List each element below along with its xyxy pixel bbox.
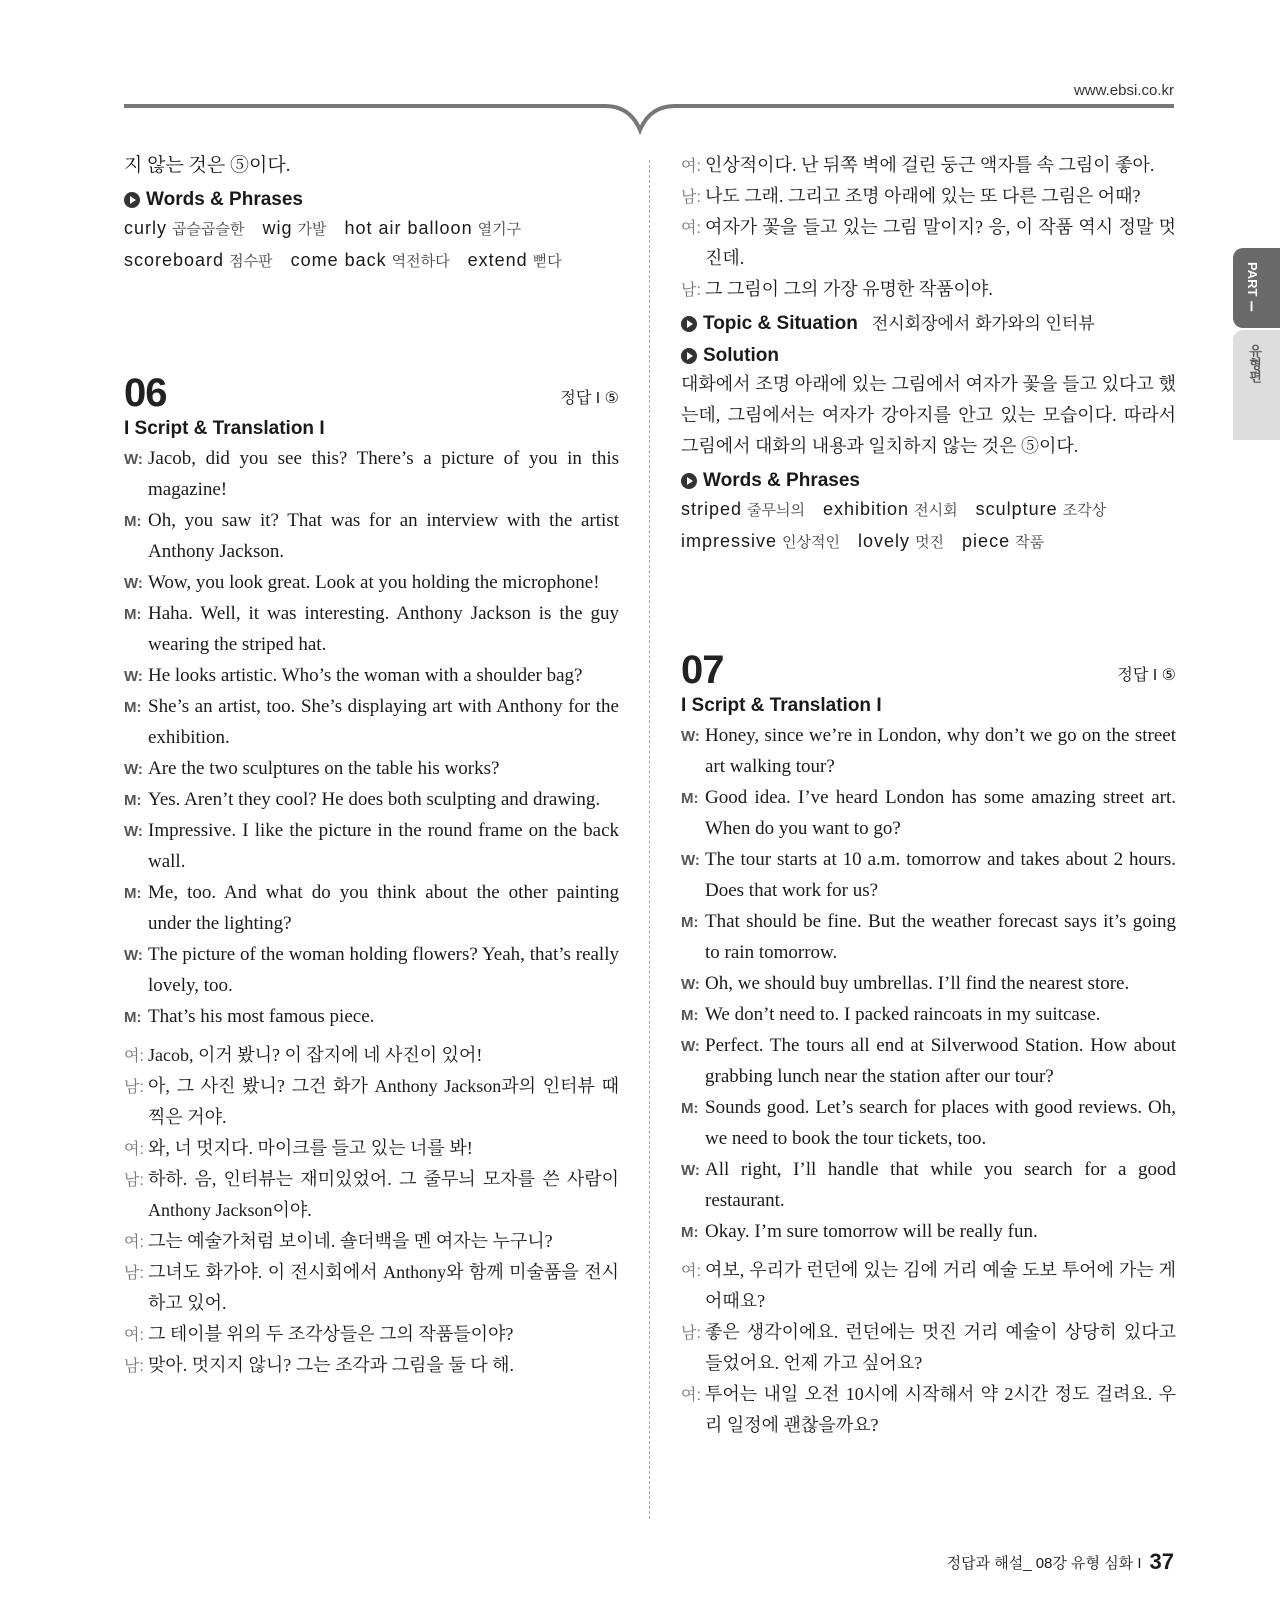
translation: [124, 1040, 619, 1381]
word-ko: 줄무늬의: [747, 502, 806, 519]
dialogue-line: [124, 443, 619, 505]
line-text: The picture of the woman holding flowers? Yeah, that’s really lovely, too.: [148, 944, 619, 996]
word-ko: 점수판: [229, 253, 273, 270]
line-text: 나도 그래. 그리고 조명 아래에 있는 또 다른 그림은 어때?: [705, 186, 1141, 206]
dialogue-line: [124, 1350, 619, 1381]
speaker-label: M:: [124, 792, 142, 809]
dialogue-line: [124, 1164, 619, 1226]
script-heading: I Script & Translation I: [124, 418, 325, 439]
line-text: Jacob, 이거 봤니? 이 잡지에 네 사진이 있어!: [148, 1045, 483, 1065]
word-en: striped: [681, 499, 743, 519]
speaker-label: M:: [124, 885, 142, 902]
words-heading: [681, 468, 1176, 494]
line-text: The tour starts at 10 a.m. tomorrow and takes about 2 hours. Does that work for us?: [705, 849, 1176, 901]
word-ko: 역전하다: [391, 253, 450, 270]
line-text: 하하. 음, 인터뷰는 재미있었어. 그 줄무늬 모자를 쓴 사람이 Anthony Jackson이야.: [148, 1169, 619, 1220]
word-en: impressive: [681, 531, 778, 551]
speaker-label: 여:: [124, 1048, 144, 1065]
dialogue-line: [124, 598, 619, 660]
word-en: curly: [124, 218, 168, 238]
speaker-label: W:: [681, 852, 700, 869]
word-ko: 열기구: [477, 221, 522, 238]
play-bullet-icon: [681, 348, 697, 364]
speaker-label: W:: [681, 1038, 700, 1055]
dialogue-line: [124, 753, 619, 784]
word-en: piece: [962, 531, 1011, 551]
word-ko: 인상적인: [782, 534, 841, 551]
dialogue-line: [124, 1319, 619, 1350]
speaker-label: 남:: [124, 1265, 144, 1282]
play-bullet-icon: [681, 473, 697, 489]
right-column: [681, 150, 1176, 1519]
speaker-label: W:: [681, 728, 700, 745]
word-en: sculpture: [975, 499, 1058, 519]
dialogue: [681, 720, 1176, 1247]
heading-text: Words & Phrases: [703, 470, 860, 491]
header-rule: [0, 100, 1280, 140]
dialogue-line: [124, 567, 619, 598]
dialogue-line: [681, 181, 1176, 212]
topic-heading: [681, 311, 1176, 337]
question-number: 07: [681, 648, 724, 692]
line-text: Haha. Well, it was interesting. Anthony Jackson is the guy wearing the striped hat.: [148, 603, 619, 655]
dialogue-line: [124, 660, 619, 691]
word-en: hot air balloon: [344, 218, 473, 238]
heading-text: Topic & Situation: [703, 313, 858, 334]
words-row: [124, 245, 619, 277]
word-en: extend: [467, 250, 528, 270]
word-ko: 뻗다: [532, 253, 562, 270]
word-ko: 조각상: [1062, 502, 1107, 519]
line-text: 와, 너 멋지다. 마이크를 들고 있는 너를 봐!: [148, 1138, 473, 1158]
dialogue-line: [681, 999, 1176, 1030]
speaker-label: M:: [124, 699, 142, 716]
dialogue-line: [124, 691, 619, 753]
dialogue-line: [681, 1255, 1176, 1317]
line-text: Wow, you look great. Look at you holding the microphone!: [148, 572, 600, 593]
speaker-label: 여:: [681, 158, 701, 175]
speaker-label: 남:: [681, 189, 701, 206]
words-row: [124, 213, 619, 245]
line-text: Good idea. I’ve heard London has some amazing street art. When do you want to go?: [705, 787, 1176, 839]
play-bullet-icon: [124, 192, 140, 208]
content-columns: [0, 150, 1280, 1519]
speaker-label: M:: [681, 914, 699, 931]
speaker-label: 여:: [681, 220, 701, 237]
dialogue-line: [124, 1133, 619, 1164]
dialogue-line: [124, 1071, 619, 1133]
dialogue-line: [681, 1092, 1176, 1154]
speaker-label: 남:: [124, 1079, 144, 1096]
word-ko: 멋진: [915, 534, 945, 551]
left-column: [124, 150, 619, 1519]
dialogue-line: [681, 1317, 1176, 1379]
solution-text: 대화에서 조명 아래에 있는 그림에서 여자가 꽃을 들고 있다고 했는데, 그림에서는 여자가 강아지를 안고 있는 모습이다. 따라서 그림에서 대화의 내용과 일치하지 않는 것은 ⑤이다.: [681, 374, 1176, 456]
word-en: wig: [262, 218, 293, 238]
speaker-label: W:: [124, 947, 143, 964]
line-text: 그 그림이 그의 가장 유명한 작품이야.: [705, 279, 993, 299]
words-list: [124, 213, 619, 277]
words-list: [681, 494, 1176, 558]
line-text: That’s his most famous piece.: [148, 1006, 375, 1027]
speaker-label: M:: [124, 513, 142, 530]
line-text: Sounds good. Let’s search for places with good reviews. Oh, we need to book the tour tickets, too.: [705, 1097, 1176, 1149]
line-text: He looks artistic. Who’s the woman with a shoulder bag?: [148, 665, 583, 686]
speaker-label: 여:: [124, 1234, 144, 1251]
speaker-label: 남:: [681, 282, 701, 299]
line-text: 인상적이다. 난 뒤쪽 벽에 걸린 둥근 액자틀 속 그림이 좋아.: [705, 155, 1155, 175]
dialogue-line: [124, 877, 619, 939]
line-text: Yes. Aren’t they cool? He does both sculpting and drawing.: [148, 789, 601, 810]
dialogue-line: [124, 1001, 619, 1032]
words-heading: [124, 187, 619, 213]
word-en: scoreboard: [124, 250, 225, 270]
line-text: 좋은 생각이에요. 런던에는 멋진 거리 예술이 상당히 있다고 들었어요. 언제 가고 싶어요?: [705, 1322, 1176, 1373]
word-ko: 가발: [297, 221, 327, 238]
answer-label: 정답 I ⑤: [1117, 667, 1176, 684]
line-text: 여보, 우리가 런던에 있는 김에 거리 예술 도보 투어에 가는 게 어때요?: [705, 1260, 1176, 1311]
speaker-label: 여:: [681, 1387, 701, 1404]
dialogue-line: [681, 844, 1176, 906]
speaker-label: 여:: [124, 1141, 144, 1158]
speaker-label: 여:: [681, 1263, 701, 1280]
dialogue-line: [124, 939, 619, 1001]
side-tab-label: PART Ⅰ: [1245, 262, 1260, 316]
word-ko: 전시회: [914, 502, 958, 519]
dialogue-line: [124, 815, 619, 877]
line-text: 맞아. 멋지지 않니? 그는 조각과 그림을 둘 다 해.: [148, 1355, 514, 1375]
line-text: Perfect. The tours all end at Silverwood Station. How about grabbing lunch near the station after our tour?: [705, 1035, 1176, 1087]
topic-text: 전시회장에서 화가와의 인터뷰: [871, 314, 1095, 333]
line-text: Jacob, did you see this? There’s a picture of you in this magazine!: [148, 448, 619, 500]
speaker-label: M:: [681, 1100, 699, 1117]
line-text: 여자가 꽃을 들고 있는 그림 말이지? 응, 이 작품 역시 정말 멋진데.: [705, 217, 1176, 268]
speaker-label: W:: [124, 668, 143, 685]
dialogue: [124, 443, 619, 1032]
word-en: exhibition: [823, 499, 910, 519]
line-text: All right, I’ll handle that while you search for a good restaurant.: [705, 1159, 1176, 1211]
word-ko: 작품: [1015, 534, 1045, 551]
dialogue-line: [681, 782, 1176, 844]
line-text: 그녀도 화가야. 이 전시회에서 Anthony와 함께 미술품을 전시하고 있어.: [148, 1262, 619, 1313]
line-text: Me, too. And what do you think about the other painting under the lighting?: [148, 882, 619, 934]
line-text: Honey, since we’re in London, why don’t we go on the street art walking tour?: [705, 725, 1176, 777]
heading-text: Solution: [703, 345, 779, 366]
speaker-label: W:: [124, 823, 143, 840]
dialogue-line: [124, 505, 619, 567]
carry-line: 지 않는 것은 ⑤이다.: [124, 155, 291, 176]
solution-heading: [681, 343, 1176, 369]
dialogue-line: [681, 150, 1176, 181]
dialogue-line: [681, 212, 1176, 274]
line-text: 투어는 내일 오전 10시에 시작해서 약 2시간 정도 걸려요. 우리 일정에 괜찮을까요?: [705, 1384, 1176, 1435]
dialogue-line: [681, 1154, 1176, 1216]
dialogue-line: [681, 1030, 1176, 1092]
speaker-label: 남:: [681, 1325, 701, 1342]
speaker-label: M:: [681, 790, 699, 807]
translation-cont: [681, 150, 1176, 305]
side-tab-label: 유형편: [1247, 344, 1262, 383]
speaker-label: W:: [681, 1162, 700, 1179]
answer-label: 정답 I ⑤: [560, 390, 619, 407]
word-en: lovely: [858, 531, 911, 551]
speaker-label: M:: [681, 1224, 699, 1241]
words-row: [681, 494, 1176, 526]
question-07: [681, 650, 1176, 1441]
footer-text: 정답과 해설_ 08강 유형 심화 I: [946, 1554, 1142, 1572]
line-text: Impressive. I like the picture in the round frame on the back wall.: [148, 820, 619, 872]
speaker-label: 남:: [124, 1358, 144, 1375]
site-url[interactable]: www.ebsi.co.kr: [1073, 82, 1174, 99]
dialogue-line: [681, 720, 1176, 782]
line-text: 그 테이블 위의 두 조각상들은 그의 작품들이야?: [148, 1324, 514, 1344]
speaker-label: M:: [124, 606, 142, 623]
dialogue-line: [124, 1226, 619, 1257]
speaker-label: M:: [124, 1009, 142, 1026]
line-text: Oh, you saw it? That was for an interview with the artist Anthony Jackson.: [148, 510, 619, 562]
dialogue-line: [681, 968, 1176, 999]
speaker-label: 여:: [124, 1327, 144, 1344]
speaker-label: M:: [681, 1007, 699, 1024]
page-header: [0, 0, 1280, 150]
dialogue-line: [681, 274, 1176, 305]
speaker-label: W:: [124, 575, 143, 592]
dialogue-line: [681, 1379, 1176, 1441]
line-text: She’s an artist, too. She’s displaying art with Anthony for the exhibition.: [148, 696, 619, 748]
script-heading: I Script & Translation I: [681, 695, 882, 716]
line-text: Oh, we should buy umbrellas. I’ll find the nearest store.: [705, 973, 1130, 994]
translation: [681, 1255, 1176, 1441]
speaker-label: 남:: [124, 1172, 144, 1189]
line-text: Okay. I’m sure tomorrow will be really fun.: [705, 1221, 1038, 1242]
words-row: [681, 526, 1176, 558]
page-footer: [0, 1519, 1280, 1615]
dialogue-line: [124, 1257, 619, 1319]
play-bullet-icon: [681, 316, 697, 332]
heading-text: Words & Phrases: [146, 189, 303, 210]
page-number: 37: [1149, 1549, 1174, 1574]
dialogue-line: [124, 784, 619, 815]
column-divider: [649, 160, 650, 1519]
dialogue-line: [681, 906, 1176, 968]
line-text: 그는 예술가처럼 보이네. 숄더백을 멘 여자는 누구니?: [148, 1231, 553, 1251]
dialogue-line: [124, 1040, 619, 1071]
word-ko: 곱슬곱슬한: [172, 221, 245, 238]
line-text: That should be fine. But the weather forecast says it’s going to rain tomorrow.: [705, 911, 1176, 963]
speaker-label: W:: [124, 451, 143, 468]
line-text: Are the two sculptures on the table his works?: [148, 758, 500, 779]
line-text: 아, 그 사진 봤니? 그건 화가 Anthony Jackson과의 인터뷰 때 찍은 거야.: [148, 1076, 619, 1127]
line-text: We don’t need to. I packed raincoats in my suitcase.: [705, 1004, 1101, 1025]
word-en: come back: [290, 250, 387, 270]
question-06: [124, 373, 619, 1381]
speaker-label: W:: [681, 976, 700, 993]
question-number: 06: [124, 371, 167, 415]
speaker-label: W:: [124, 761, 143, 778]
dialogue-line: [681, 1216, 1176, 1247]
